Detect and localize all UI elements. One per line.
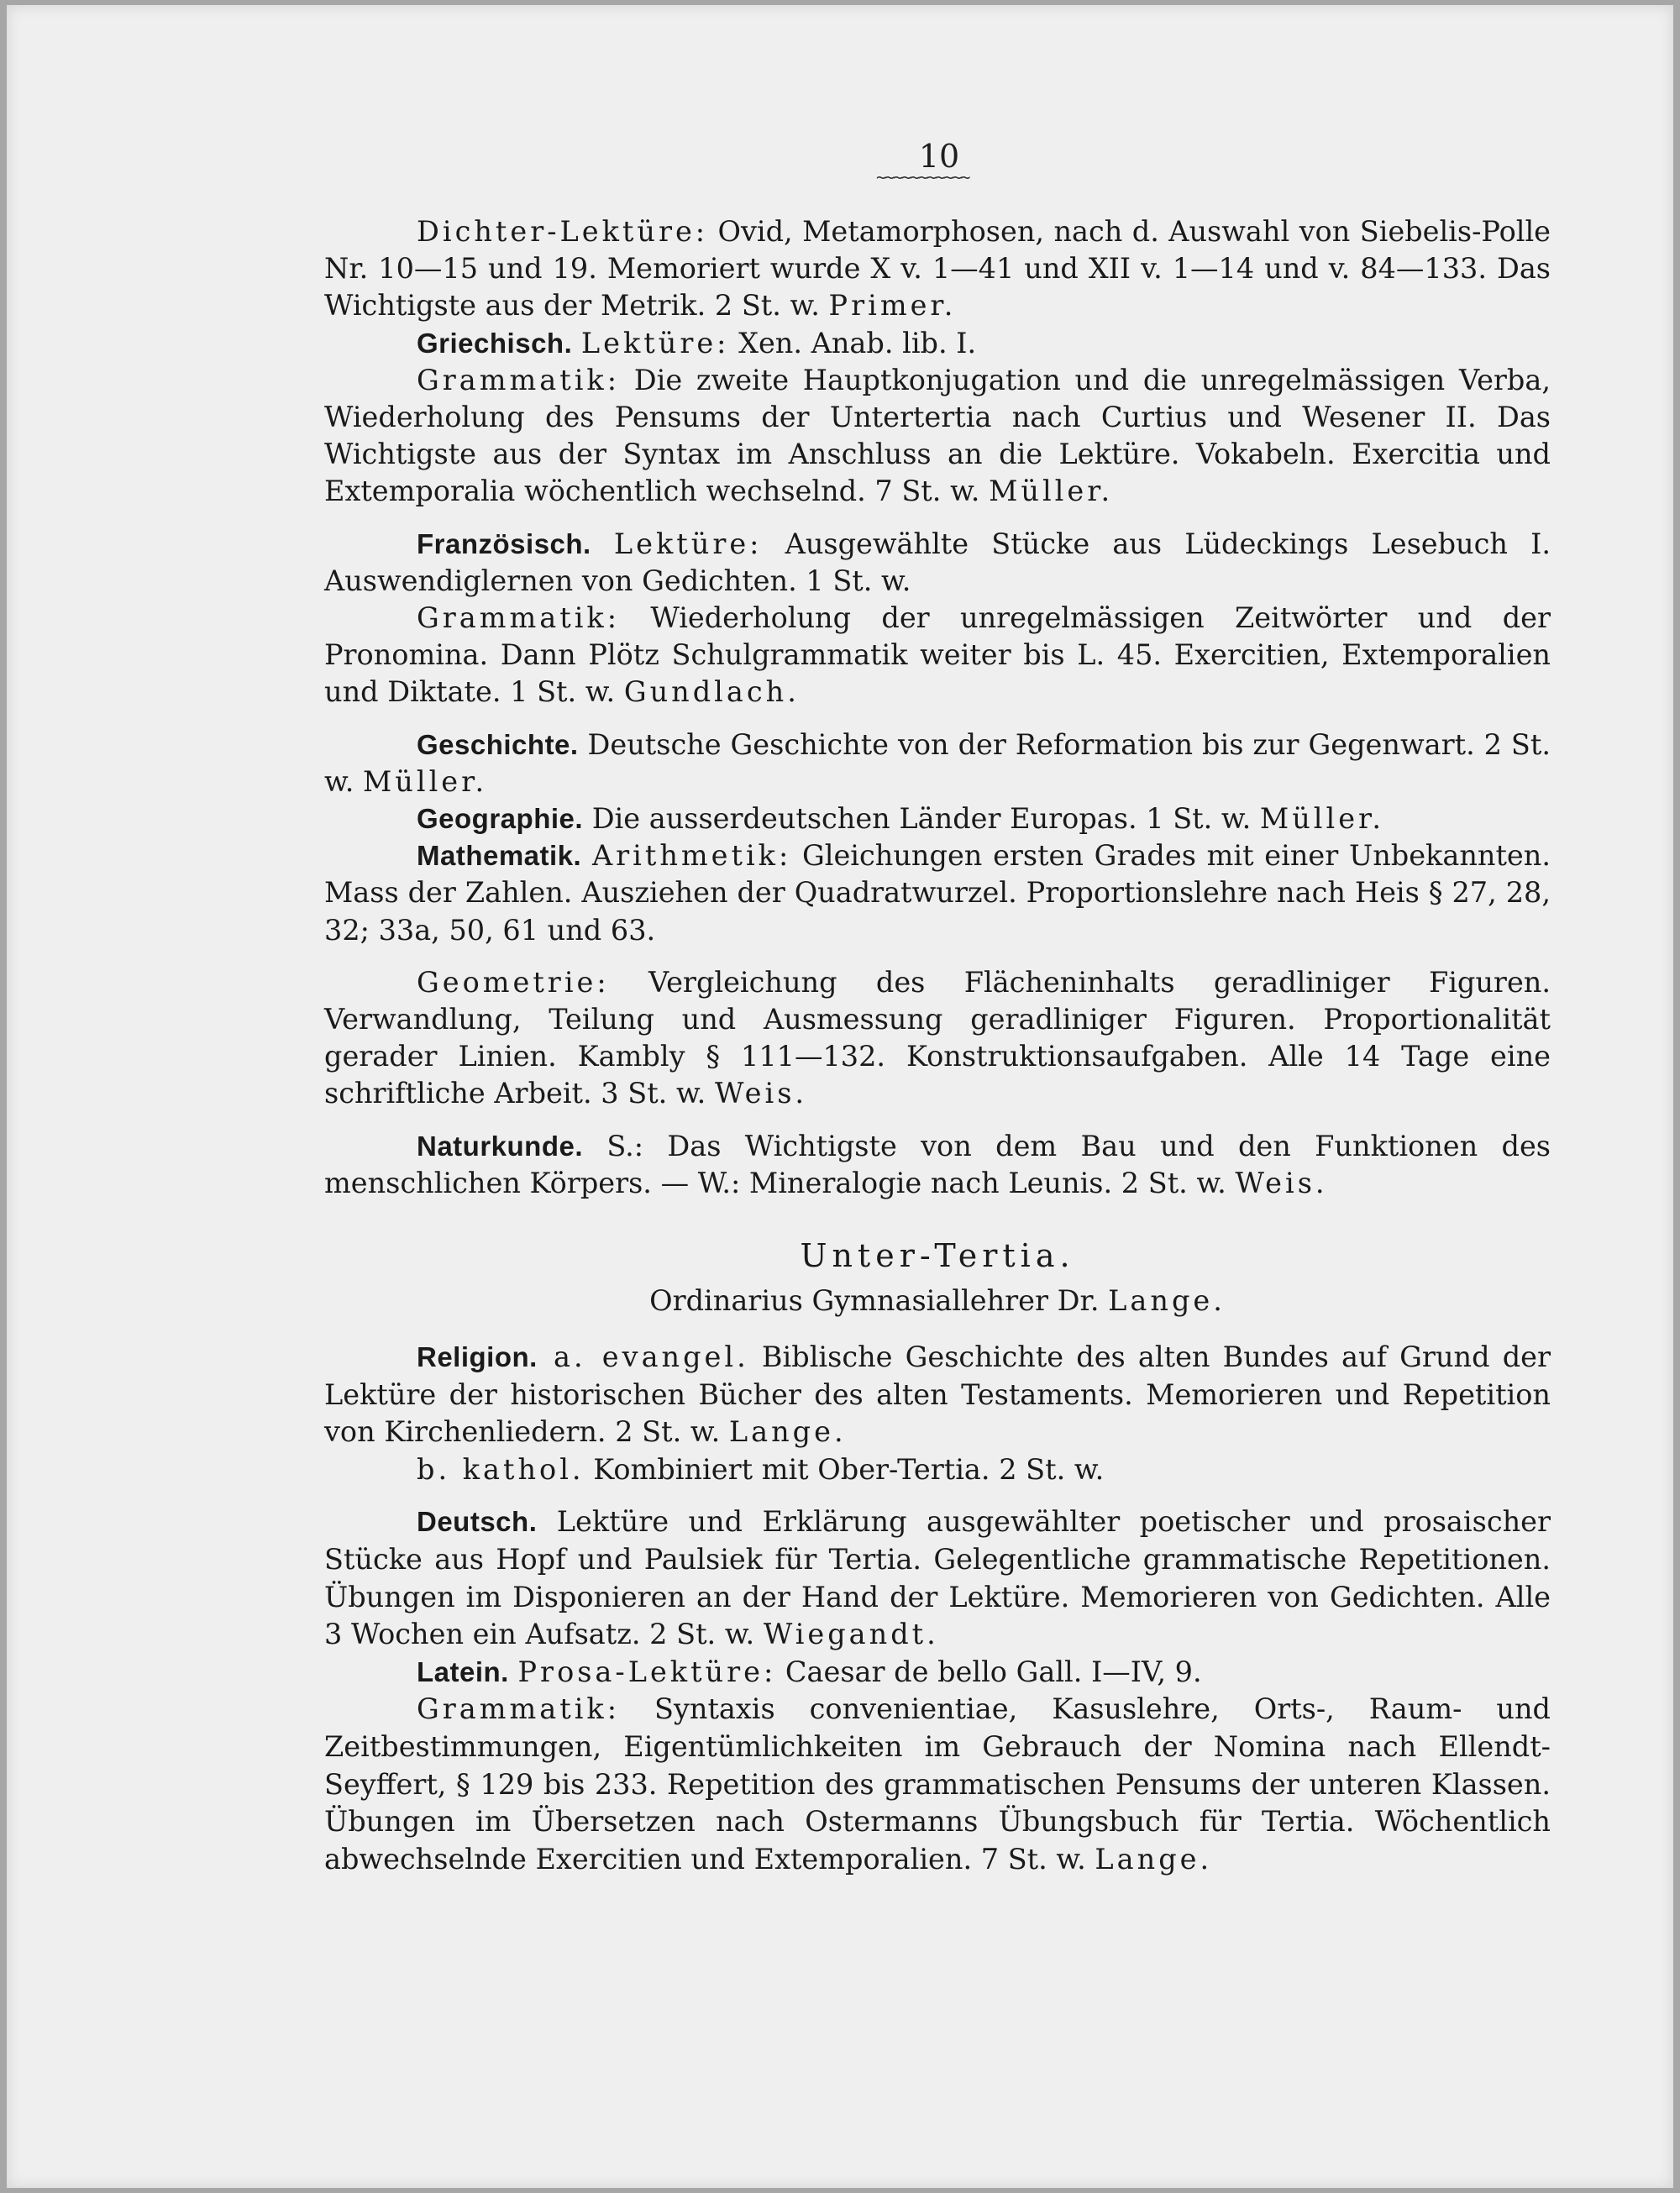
rel-a-label: a. evangel. [537, 1340, 749, 1373]
rel-a-text: Biblische Geschichte des alten Bundes auf Grund der Lektüre der historischen Bücher des alten Testaments. Memorieren und Repetition von Kirchenliedern. 2 St. w. [324, 1340, 1551, 1449]
latein-text: Caesar de bello Gall. I—IV, 9. [776, 1655, 1202, 1688]
section-title-unter-tertia: Unter-Tertia. [800, 1237, 1075, 1274]
paragraph-mathematik [324, 837, 1551, 949]
paragraph-dichter-lektuere [324, 213, 1551, 325]
franz-teacher: Gundlach. [623, 675, 800, 709]
geo-teacher: Müller. [1259, 802, 1385, 836]
paragraph-franz-grammatik [324, 600, 1551, 711]
deutsch-teacher: Wiegandt. [763, 1618, 939, 1651]
paragraph-religion-kathol [324, 1451, 1551, 1489]
lower-text-block [324, 1339, 1551, 1878]
paragraph-latein [324, 1654, 1551, 1692]
latein-gram-label: Grammatik: [417, 1692, 621, 1726]
ordinarius-prefix: Ordinarius Gymnasiallehrer Dr. [649, 1284, 1109, 1317]
griech-teacher: Müller. [989, 475, 1114, 508]
rel-b-label: b. kathol. [417, 1452, 585, 1486]
franz-text: Ausgewählte Stücke aus Lüdeckings Lesebuch I. Auswendiglernen von Gedichten. 1 St. w. [324, 527, 1551, 597]
franz-label: Lektüre: [613, 527, 763, 560]
dichter-teacher: Primer. [828, 289, 957, 323]
scanned-page [7, 5, 1673, 2188]
dichter-label: Dichter-Lektüre: [417, 215, 709, 248]
heading-religion: Religion. [417, 1341, 538, 1372]
heading-latein: Latein. [417, 1655, 509, 1687]
geom-text: Vergleichung des Flächeninhalts geradliniger Figuren. Verwandlung, Teilung und Ausmessung geradliniger Figuren. Proportionalität gerader Linien. Kambly § 111—132. Konstruktionsaufgaben. Alle 14 Tage eine schriftliche Arbeit. 3 St. w. [324, 965, 1551, 1110]
paragraph-naturkunde [324, 1128, 1551, 1202]
griech-gram-label: Grammatik: [417, 363, 621, 396]
heading-mathematik: Mathematik. [417, 840, 582, 872]
paragraph-religion [324, 1339, 1551, 1451]
heading-geschichte: Geschichte. [417, 728, 579, 760]
franz-gram-label: Grammatik: [417, 601, 621, 635]
paragraph-deutsch [324, 1503, 1551, 1653]
latein-label: Prosa-Lektüre: [517, 1655, 777, 1688]
geom-label: Geometrie: [417, 965, 610, 999]
heading-franzoesisch: Französisch. [417, 527, 591, 559]
rel-a-teacher: Lange. [728, 1415, 847, 1449]
geom-teacher: Weis. [714, 1077, 808, 1110]
paragraph-geometrie [324, 964, 1551, 1113]
natur-teacher: Weis. [1235, 1166, 1328, 1199]
dichter-text: Ovid, Metamorphosen, nach d. Auswahl von Siebelis-Polle Nr. 10—15 und 19. Memoriert wurde X v. 1—41 und XII v. 1—14 und v. 84—133. Das Wichtigste aus der Metrik. 2 St. w. [324, 215, 1551, 323]
section-ordinarius [324, 1284, 1551, 1317]
latein-teacher: Lange. [1095, 1842, 1213, 1876]
paragraph-griechisch [324, 325, 1551, 362]
rel-b-text: Kombiniert mit Ober-Tertia. 2 St. w. [584, 1452, 1105, 1486]
paragraph-griechisch-grammatik [324, 362, 1551, 511]
heading-deutsch: Deutsch. [417, 1506, 538, 1538]
gesch-teacher: Müller. [363, 764, 488, 798]
ordinarius-name: Lange. [1108, 1284, 1226, 1317]
paragraph-franzoesisch [324, 526, 1551, 600]
page-number-underline: ~~~~~~~~~~~ [876, 167, 969, 187]
gesch-text: Deutsche Geschichte von der Reformation bis zur Gegenwart. 2 St. w. [324, 727, 1551, 798]
paragraph-geographie [324, 800, 1551, 837]
heading-geographie: Geographie. [417, 803, 584, 835]
latein-gram-text: Syntaxis convenientiae, Kasuslehre, Orts-, Raum- und Zeitbestimmungen, Eigentümlichkeiten im Gebrauch der Nomina nach Ellendt-Seyffert, § 129 bis 233. Repetition des grammatischen Pensums der unteren Klassen. Übungen im Übersetzen nach Ostermanns Übungsbuch für Tertia. Wöchentlich abwechselnde Exercitien und Extemporalien. 7 St. w. [324, 1692, 1551, 1876]
geo-text: Die ausserdeutschen Länder Europas. 1 St. w. [583, 802, 1260, 836]
math-text: Gleichungen ersten Grades mit einer Unbekannten. Mass der Zahlen. Ausziehen der Quadratwurzel. Proportionslehre nach Heis § 27, 28, 32; 33a, 50, 61 und 63. [324, 839, 1551, 947]
upper-text-block [324, 213, 1551, 1202]
math-label: Arithmetik: [591, 839, 792, 873]
page-number: 10 [918, 138, 960, 175]
natur-text: S.: Das Wichtigste von dem Bau und den Funktionen des menschlichen Körpers. — W.: Mineralogie nach Leunis. 2 St. w. [324, 1129, 1551, 1199]
paragraph-geschichte [324, 727, 1551, 800]
paragraph-latein-grammatik [324, 1691, 1551, 1878]
griechisch-text: Xen. Anab. lib. I. [729, 326, 977, 359]
franz-gram-text: Wiederholung der unregelmässigen Zeitwörter und der Pronomina. Dann Plötz Schulgrammatik weiter bis L. 45. Exercitien, Extemporalien und Diktate. 1 St. w. [324, 601, 1551, 709]
heading-griechisch: Griechisch. [417, 327, 573, 359]
griechisch-label: Lektüre: [580, 326, 730, 359]
heading-naturkunde: Naturkunde. [417, 1130, 584, 1162]
griech-gram-text: Die zweite Hauptkonjugation und die unregelmässigen Verba, Wiederholung des Pensums der Untertertia nach Curtius und Wesener II. Das Wichtigste aus der Syntax im Anschluss an die Lektüre. Vokabeln. Exercitia und Extemporalia wöchentlich wechselnd. 7 St. w. [324, 363, 1551, 508]
deutsch-text: Lektüre und Erklärung ausgewählter poetischer und prosaischer Stücke aus Hopf und Paulsiek für Tertia. Gelegentliche grammatische Repetitionen. Übungen im Disponieren an der Hand der Lektüre. Memorieren von Gedichten. Alle 3 Wochen ein Aufsatz. 2 St. w. [324, 1505, 1551, 1651]
